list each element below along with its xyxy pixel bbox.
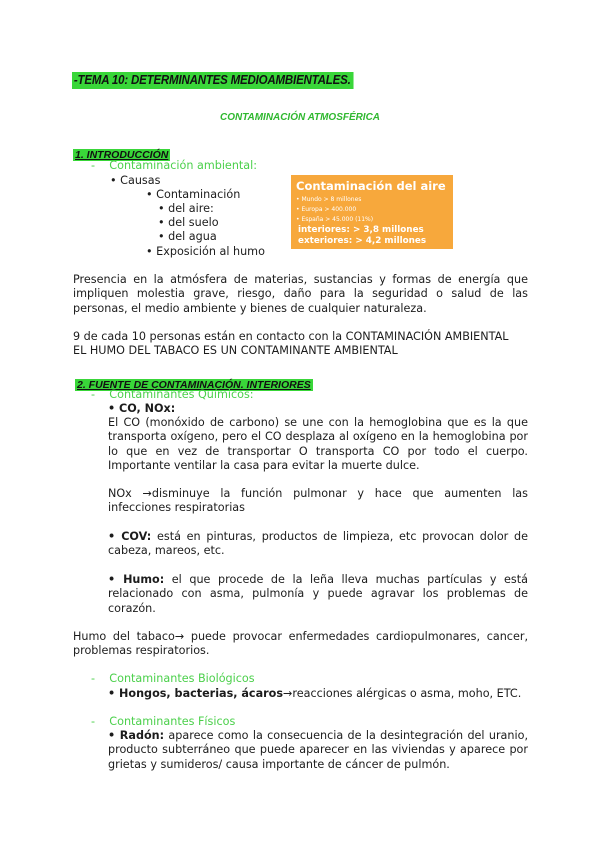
page-subtitle: CONTAMINACIÓN ATMOSFÉRICA: [220, 111, 380, 123]
tabaco-paragraph: Humo del tabaco→ puede provocar enfermedades cardiopulmonares, cancer, problemas respiratorios.: [73, 630, 528, 658]
list-item-quimicos: - Contaminantes Químicos:: [91, 388, 254, 401]
list-item-del-aire: • del aire:: [158, 202, 214, 215]
list-item-exposicion: • Exposición al humo: [146, 245, 265, 258]
list-item-contaminacion-ambiental: - Contaminación ambiental:: [91, 159, 258, 172]
page-title: -TEMA 10: DETERMINANTES MEDIOAMBIENTALES.: [72, 72, 353, 89]
list-item-contaminacion: • Contaminación: [146, 188, 241, 201]
list-item-del-suelo: • del suelo: [158, 216, 219, 229]
list-item-fisicos: - Contaminantes Físicos: [91, 715, 236, 728]
section-heading-interiores: 2. FUENTE DE CONTAMINACIÓN. INTERIORES: [77, 379, 311, 391]
cov-paragraph: • COV: está en pinturas, productos de limpieza, etc provocan dolor de cabeza, mareos, etc.: [108, 530, 528, 558]
infographic-interiores: interiores: > 3,8 millones: [298, 225, 424, 235]
infographic-europa: • Europa > 400.000: [296, 206, 357, 213]
co-paragraph: El CO (monóxido de carbono) se une con la hemoglobina que es la que transporta oxígeno, pero el CO desplaza al oxígeno en la hemoglobina por lo que en vez de transportar O transporta CO por todo el cuerpo. Importante ventilar la casa para evitar la muerte dulce.: [108, 416, 528, 472]
co-nox-label: • CO, NOx:: [108, 402, 176, 415]
list-item-del-agua: • del agua: [158, 230, 217, 243]
stat-line-1: 9 de cada 10 personas están en contacto con la CONTAMINACIÓN AMBIENTAL: [73, 330, 509, 343]
air-pollution-infographic: [291, 175, 453, 249]
infographic-espana: • España > 45.000 (11%): [296, 216, 374, 223]
infographic-title: Contaminación del aire: [296, 179, 446, 193]
bio-paragraph: • Hongos, bacterias, ácaros→reacciones alérgicas o asma, moho, ETC.: [108, 687, 522, 700]
humo-paragraph: • Humo: el que procede de la leña lleva muchas partículas y está relacionado con asma, pulmonía y puede agravar los problemas de corazón.: [108, 573, 528, 615]
stat-line-2: EL HUMO DEL TABACO ES UN CONTAMINANTE AMBIENTAL: [73, 344, 398, 357]
definition-paragraph: Presencia en la atmósfera de materias, sustancias y formas de energía que impliquen molestia grave, riesgo, daño para la seguridad o salud de las personas, el medio ambiente y bienes de cualquier naturaleza.: [73, 273, 528, 315]
nox-paragraph: NOx →disminuye la función pulmonar y hace que aumenten las infecciones respiratorias: [108, 487, 528, 515]
infographic-mundo: • Mundo > 8 millones: [296, 196, 362, 203]
radon-paragraph: • Radón: aparece como la consecuencia de la desintegración del uranio, producto subterráneo que puede aparecer en las viviendas y aparece por grietas y sumideros/ causa importante de cáncer de pulmón.: [108, 729, 528, 771]
infographic-exteriores: exteriores: > 4,2 millones: [298, 236, 427, 246]
list-item-causas: • Causas: [110, 174, 161, 187]
list-item-biologicos: - Contaminantes Biológicos: [91, 672, 255, 685]
section-heading-introduccion: 1. INTRODUCCIÓN: [75, 149, 169, 161]
